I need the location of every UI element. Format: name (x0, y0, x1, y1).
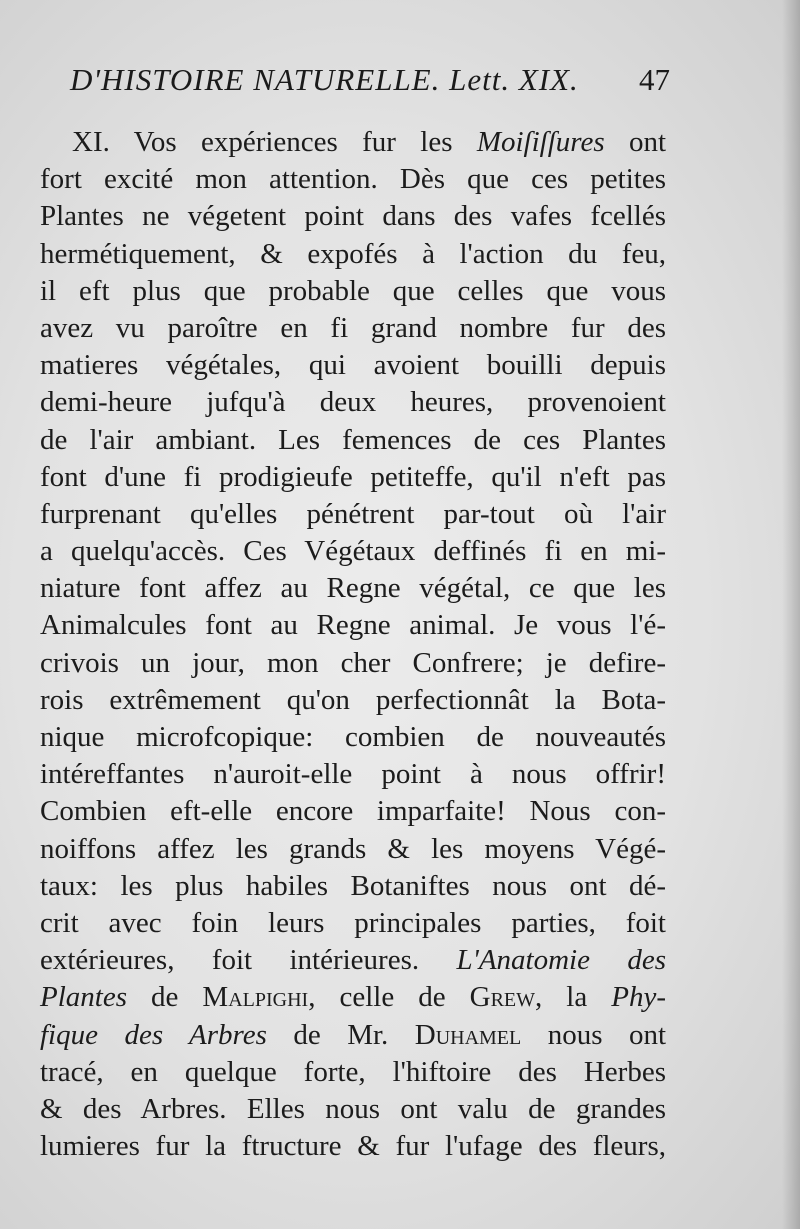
text-run: de Mr. (266, 1018, 415, 1051)
text-run: Grew (469, 981, 536, 1014)
text-line (40, 979, 666, 1016)
text-run: & des Arbres. Elles nous ont valu de grandes (40, 1092, 666, 1125)
text-run: noiffons affez les grands & les moyens Végé- (40, 832, 666, 865)
text-run: taux: les plus habiles Botaniftes nous ont dé- (40, 869, 666, 902)
text-run: a quelqu'accès. Ces Végétaux deffinés fi en mi- (40, 535, 666, 568)
text-run: tracé, en quelque forte, l'hiftoire des Herbes (40, 1055, 666, 1088)
text-run: Duhamel (414, 1018, 522, 1051)
text-run: intéreffantes n'auroit-elle point à nous offrir! (40, 758, 666, 791)
text-line (40, 310, 666, 347)
text-run: crivois un jour, mon cher Confrere; je defire- (40, 646, 666, 679)
page-number: 47 (639, 62, 670, 97)
text-line (40, 607, 666, 644)
body-text (40, 124, 666, 1165)
text-line (40, 793, 666, 830)
text-run: il eft plus que probable que celles que vous (40, 274, 666, 307)
text-line (40, 905, 666, 942)
text-run: Animalcules font au Regne animal. Je vous l'é- (40, 609, 666, 642)
text-line (40, 719, 666, 756)
text-run: ont (604, 126, 667, 158)
text-line (40, 756, 666, 793)
text-run: Moiſiſſures (476, 126, 605, 158)
text-run: nique microfcopique: combien de nouveautés (40, 721, 666, 753)
text-run: extérieures, foit intérieures. (40, 944, 457, 977)
text-run: de (127, 981, 203, 1014)
text-line (40, 533, 666, 570)
text-run: niature font affez au Regne végétal, ce que les (40, 572, 666, 605)
text-run: L'Anatomie des (456, 944, 666, 977)
text-line (40, 570, 666, 607)
text-line (40, 459, 666, 496)
text-line (40, 496, 666, 533)
text-run: fique des Arbres (40, 1018, 267, 1051)
page-edge-shadow (782, 0, 800, 1229)
text-line (40, 831, 666, 868)
text-line (40, 645, 666, 682)
text-run: font d'une fi prodigieufe petiteffe, qu'il n'eft pas (40, 460, 666, 493)
text-run: Phy- (611, 981, 666, 1014)
text-run: fort excité mon attention. Dès que ces petites (40, 163, 666, 196)
text-line (40, 198, 666, 235)
text-run: hermétiquement, & expofés à l'action du feu, (40, 237, 666, 270)
text-run: nous ont (521, 1018, 667, 1051)
text-run: furprenant qu'elles pénétrent par-tout où l'air (40, 497, 666, 530)
text-run: lumieres fur la ftructure & fur l'ufage des fleurs, (40, 1130, 666, 1163)
text-line (40, 868, 666, 905)
text-run: Plantes ne végetent point dans des vafes fcellés (40, 200, 666, 233)
text-run: Malpighi (202, 981, 309, 1014)
running-title: D'HISTOIRE NATURELLE. Lett. XIX. (70, 62, 579, 97)
text-line (40, 422, 666, 459)
text-run: , celle de (308, 981, 470, 1014)
text-line (40, 1128, 666, 1165)
text-run: Plantes (40, 981, 127, 1014)
text-run: avez vu paroître en fi grand nombre fur des (40, 311, 666, 344)
text-run: rois extrêmement qu'on perfectionnât la Bota- (40, 683, 666, 716)
text-line (40, 1054, 666, 1091)
text-run: matieres végétales, qui avoient bouilli depuis (40, 349, 666, 382)
text-run: , la (535, 981, 612, 1014)
text-line (40, 682, 666, 719)
text-line (40, 1017, 666, 1054)
text-run: XI. Vos expériences fur les (72, 126, 477, 158)
text-line (40, 384, 666, 421)
text-line (40, 942, 666, 979)
text-run: Combien eft-elle encore imparfaite! Nous con- (40, 795, 666, 828)
text-line (40, 347, 666, 384)
text-line (40, 236, 666, 273)
text-line (40, 124, 666, 161)
page-header (70, 62, 670, 108)
text-run: demi-heure jufqu'à deux heures, provenoient (40, 386, 666, 419)
text-run: de l'air ambiant. Les femences de ces Plantes (40, 423, 666, 456)
text-run: crit avec foin leurs principales parties, foit (40, 906, 666, 939)
text-line (40, 161, 666, 198)
text-line (40, 273, 666, 310)
text-line (40, 1091, 666, 1128)
